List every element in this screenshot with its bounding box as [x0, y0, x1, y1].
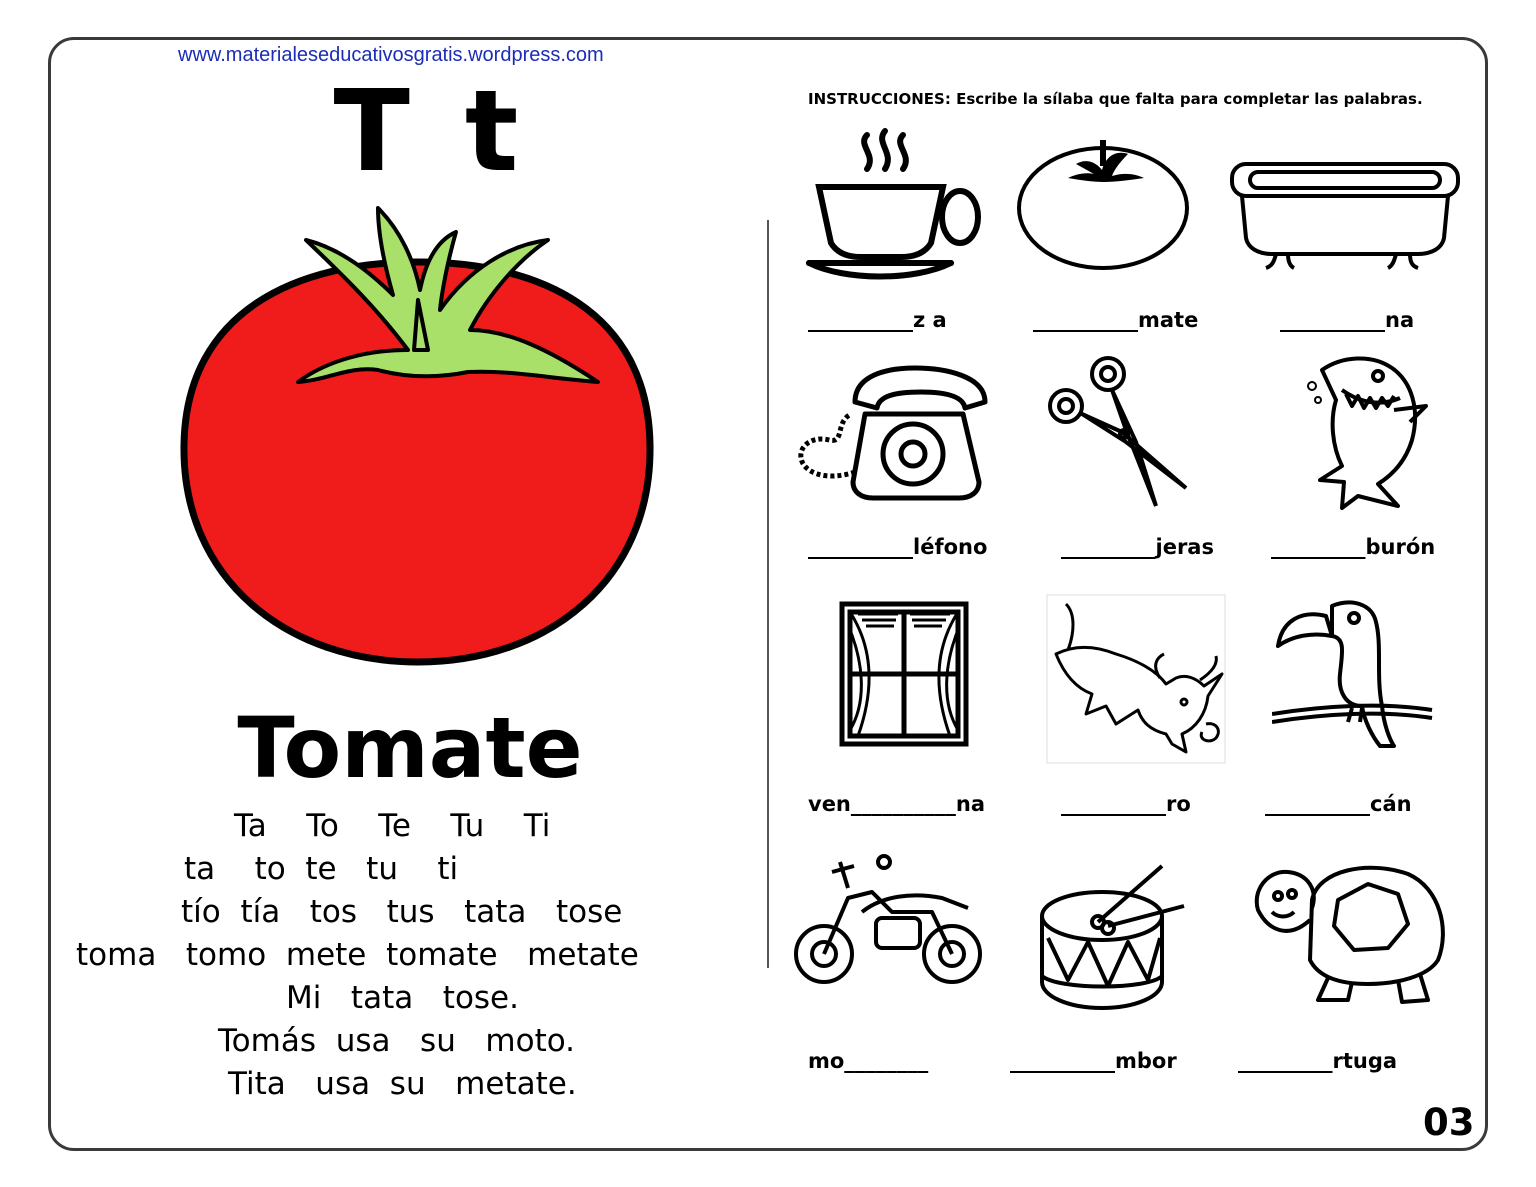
word-blank: __________mate: [1033, 308, 1199, 332]
shark-icon: [1302, 350, 1434, 510]
word-blank: ven__________na: [808, 792, 986, 816]
divider: [767, 220, 769, 968]
instructions: INSTRUCCIONES: Escribe la sílaba que falta para completar las palabras.: [808, 90, 1423, 108]
reading-line: toma tomo mete tomate metate: [76, 937, 639, 973]
tomato-icon: [1016, 136, 1190, 272]
cup-icon: [805, 125, 985, 285]
reading-line: Tomás usa su moto.: [218, 1023, 575, 1059]
reading-line: Ta To Te Tu Ti: [234, 808, 551, 844]
reading-line: tío tía tos tus tata tose: [181, 894, 623, 930]
site-url: www.materialeseducativosgratis.wordpress.com: [178, 44, 604, 66]
letter-heading: T t: [333, 67, 527, 197]
window-icon: [838, 600, 970, 748]
tomato-illustration: [178, 200, 658, 670]
reading-line: ta to te tu ti: [184, 851, 459, 887]
word-blank: __________z a: [808, 308, 947, 332]
turtle-icon: [1248, 860, 1448, 1008]
word-blank: __________léfono: [808, 535, 988, 559]
word-blank: _________rtuga: [1238, 1049, 1398, 1073]
bathtub-icon: [1228, 158, 1462, 272]
word-blank: __________cán: [1265, 792, 1412, 816]
drum-icon: [1038, 862, 1188, 1014]
reading-line: Mi tata tose.: [286, 980, 519, 1016]
word-blank: __________mbor: [1010, 1049, 1177, 1073]
page-number: 03: [1423, 1101, 1475, 1144]
toucan-icon: [1272, 596, 1434, 748]
telephone-icon: [795, 362, 991, 506]
reading-line: Tita usa su metate.: [228, 1066, 577, 1102]
motorcycle-icon: [792, 852, 984, 988]
word-blank: __________ro: [1061, 792, 1191, 816]
word-blank: mo________: [808, 1049, 929, 1073]
main-word: Tomate: [237, 699, 583, 797]
word-blank: _________burón: [1271, 535, 1436, 559]
word-blank: __________na: [1280, 308, 1415, 332]
word-blank: _________jeras: [1061, 535, 1214, 559]
scissors-icon: [1046, 352, 1192, 510]
bull-icon: [1046, 594, 1226, 764]
